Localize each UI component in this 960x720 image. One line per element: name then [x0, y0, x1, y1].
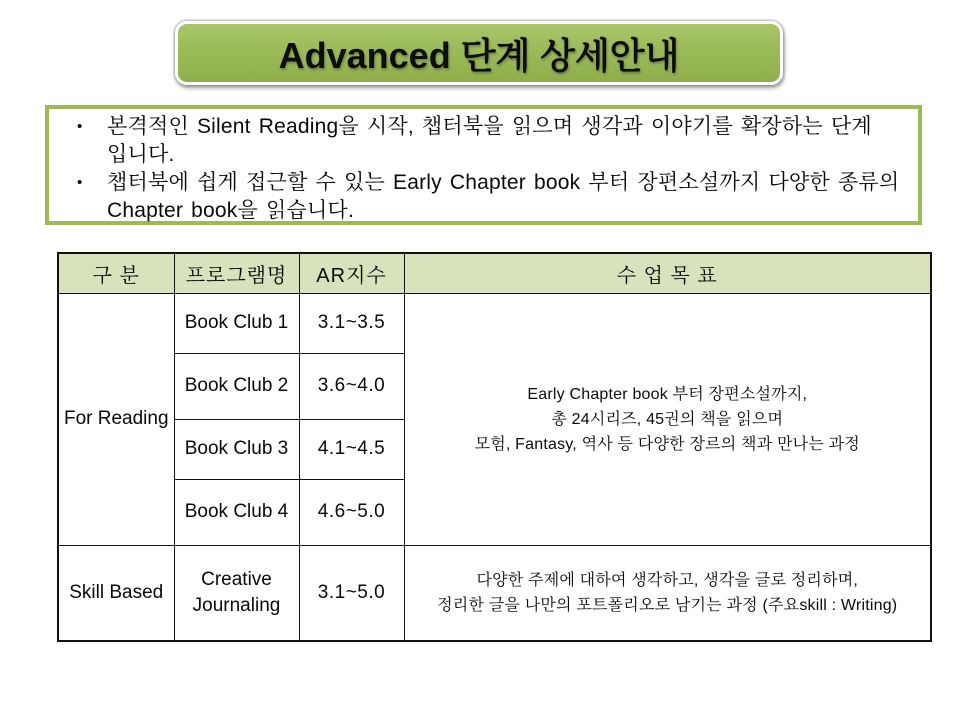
program-book-club-1: Book Club 1	[174, 293, 299, 353]
intro-bullet-1-text	[107, 113, 908, 169]
ar-book-club-3: 4.1~4.5	[299, 419, 404, 479]
program-creative-journaling-line-1: Creative	[201, 568, 272, 590]
ar-book-club-4: 4.6~5.0	[299, 479, 404, 545]
bullet-dot: •	[77, 174, 83, 191]
goal-for-reading	[404, 293, 931, 545]
category-skill-based: Skill Based	[58, 545, 174, 641]
intro-bullet-1	[77, 113, 908, 169]
goal-skill-based-line-1: 다양한 주제에 대하여 생각하고, 생각을 글로 정리하며,	[476, 571, 859, 589]
goal-skill-based	[404, 545, 931, 641]
col-header-ar: AR지수	[299, 253, 404, 293]
program-book-club-2: Book Club 2	[174, 353, 299, 419]
goal-skill-based-line-2: 정리한 글을 나만의 포트폴리오로 남기는 과정 (주요skill : Writing)	[437, 596, 898, 614]
intro-bullet-1-line-2: 입니다.	[107, 143, 175, 166]
table-row	[58, 545, 931, 641]
col-header-goal: 수 업 목 표	[404, 253, 931, 293]
intro-bullet-2-line-1: 챕터북에 쉽게 접근할 수 있는 Early Chapter book 부터 장편소설까지 다양한 종류의	[107, 171, 900, 194]
goal-for-reading-line-3: 모험, Fantasy, 역사 등 다양한 장르의 책과 만나는 과정	[474, 435, 860, 453]
intro-box	[45, 105, 922, 225]
program-creative-journaling-line-2: Journaling	[192, 594, 281, 616]
intro-bullet-2-text	[107, 169, 908, 225]
ar-book-club-2: 3.6~4.0	[299, 353, 404, 419]
program-book-club-4: Book Club 4	[174, 479, 299, 545]
intro-bullet-2-line-2: Chapter book을 읽습니다.	[107, 199, 354, 222]
goal-for-reading-line-1: Early Chapter book 부터 장편소설까지,	[527, 385, 808, 403]
intro-bullet-1-line-1: 본격적인 Silent Reading을 시작, 챕터북을 읽으며 생각과 이야기를 확장하는 단계	[107, 115, 872, 138]
program-creative-journaling	[174, 545, 299, 641]
title-banner	[175, 21, 783, 85]
category-for-reading: For Reading	[58, 293, 174, 545]
ar-book-club-1: 3.1~3.5	[299, 293, 404, 353]
program-table	[57, 252, 932, 642]
intro-bullet-2	[77, 169, 908, 225]
col-header-category: 구 분	[58, 253, 174, 293]
program-book-club-3: Book Club 3	[174, 419, 299, 479]
table-row	[58, 293, 931, 353]
goal-for-reading-line-2: 총 24시리즈, 45권의 책을 읽으며	[551, 410, 784, 428]
bullet-dot: •	[77, 118, 83, 135]
table-header-row	[58, 253, 931, 293]
page-title: Advanced 단계 상세안내	[278, 34, 680, 76]
ar-creative-journaling: 3.1~5.0	[299, 545, 404, 641]
col-header-program: 프로그램명	[174, 253, 299, 293]
